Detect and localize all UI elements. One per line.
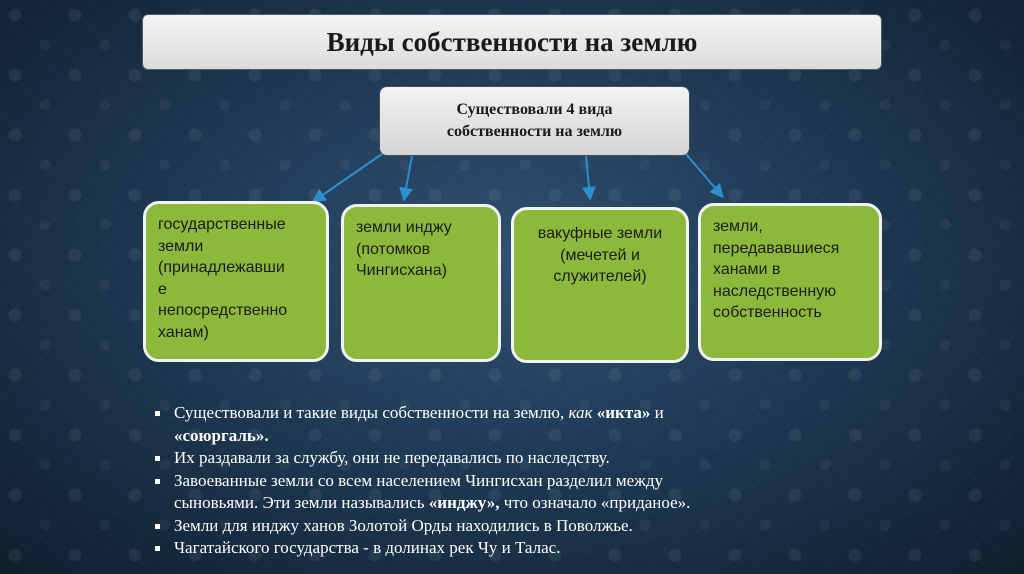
card-1-line-4: е (158, 280, 167, 298)
card-3-line-2: (мечетей и (560, 246, 640, 264)
arrow-to-card-4 (686, 154, 722, 196)
bullet-item-5 (150, 537, 840, 560)
card-2-line-1: земли инджу (356, 219, 452, 236)
bullet-1-conjunction: и (654, 403, 664, 422)
card-inju-lands (341, 204, 501, 362)
bullet-1-italic: как (568, 403, 593, 422)
card-4-line-5: собственность (713, 304, 822, 321)
bullet-item-1 (150, 402, 840, 447)
bullet-item-2 (150, 447, 840, 470)
card-waqf-lands (511, 207, 689, 363)
bullet-3-line-1: Завоеванные земли со всем населением Чингисхан разделил между (174, 470, 664, 490)
bullet-3-line-2b: что означало «приданое». (503, 493, 691, 512)
bullet-4-text: Земли для инджу ханов Золотой Орды находились в Поволжье. (174, 515, 633, 535)
card-1-line-5: непосредственно (158, 302, 288, 319)
top-box-line-1: Существовали 4 вида (456, 101, 613, 118)
card-4-line-2: передававшиеся (713, 239, 840, 257)
card-1-line-2: земли (158, 237, 204, 255)
card-4-line-3: ханами в (713, 261, 781, 278)
bullet-5-text: Чагатайского государства - в долинах рек Чу и Талас. (174, 538, 561, 557)
bullet-1-term-soyurgal: «союргаль». (174, 425, 269, 445)
top-box-line-2: собственности на землю (446, 123, 623, 140)
arrow-to-card-2 (404, 156, 412, 199)
bullet-1-term-ikta: «икта» (596, 403, 651, 422)
bullet-3-line-2a: сыновьями. Эти земли назывались (174, 493, 425, 512)
card-2-line-2: (потомков (356, 240, 431, 258)
bullet-3-term-inju: «инджу», (428, 493, 500, 512)
card-4-line-4: наследственную (713, 282, 837, 300)
card-hereditary-lands (698, 203, 882, 361)
arrow-to-card-1 (314, 154, 382, 201)
bullet-1-text: Существовали и такие виды собственности на землю, (174, 403, 565, 422)
arrow-to-card-3 (586, 156, 590, 198)
card-3-line-3: служителей) (553, 268, 647, 285)
card-2-line-3: Чингисхана) (356, 262, 447, 279)
bullet-item-3 (150, 470, 840, 515)
card-4-line-1: земли, (713, 218, 763, 235)
card-1-line-3: (принадлежавши (158, 259, 285, 276)
card-3-line-1: вакуфные земли (537, 225, 663, 242)
card-state-lands (143, 201, 329, 362)
bullet-list (150, 402, 840, 560)
page-title: Виды собственности на землю (326, 26, 698, 57)
bullet-2-text: Их раздавали за службу, они не передавались по наследству. (174, 448, 610, 467)
card-1-line-1: государственные (158, 216, 286, 233)
card-1-line-6: ханам) (158, 323, 209, 341)
bullet-item-4 (150, 515, 840, 538)
